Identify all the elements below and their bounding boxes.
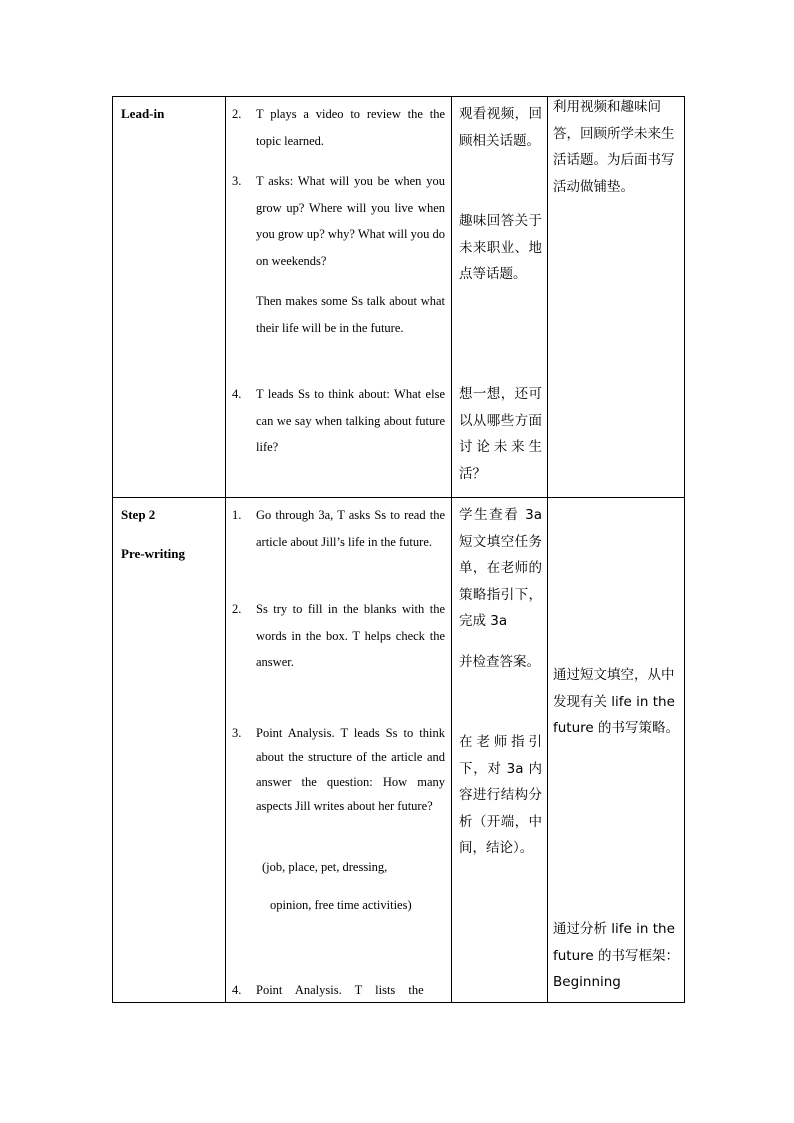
- student-text: 趣味回答关于未来职业、地点等话题。: [459, 213, 542, 282]
- activity-text: Then makes some Ss talk about what their life will be in the future.: [256, 294, 445, 335]
- aspect-list-line: opinion, free time activities): [270, 898, 412, 912]
- activity-text: Point Analysis. T lists the: [256, 983, 424, 997]
- activity-item: [226, 381, 451, 461]
- activity-text: Point Analysis. T leads Ss to think about the structure of the article and answer the question: How many aspects Jill writes about her future?: [256, 726, 445, 813]
- activity-number: 4.: [232, 983, 242, 997]
- stage-cell: [113, 97, 226, 498]
- activity-item: [226, 168, 451, 274]
- activity-text: Ss try to fill in the blanks with the words in the box. T helps check the answer.: [256, 602, 445, 669]
- activity-number: 2.: [232, 602, 242, 616]
- activity-text: T leads Ss to think about: What else can we say when talking about future life?: [256, 387, 445, 454]
- activity-number: 3.: [232, 726, 242, 740]
- stage-cell: [113, 498, 226, 1003]
- activities-cell: [226, 498, 452, 1003]
- purpose-text: 通过分析 life in the future 的书写框架：Beginning: [553, 921, 680, 990]
- student-text: 想一想，还可以从哪些方面讨论未来生活？: [459, 386, 542, 482]
- table-row-step-2: [113, 498, 685, 1003]
- student-text: 学生查看 3a 短文填空任务单，在老师的策略指引下，完成 3a: [459, 507, 542, 629]
- purpose-text: 利用视频和趣味问答，回顾所学未来生活话题。为后面书写活动做铺垫。: [553, 99, 675, 195]
- activities-cell: [226, 97, 452, 498]
- stage-label: Step 2: [121, 507, 156, 522]
- student-activity-cell: [452, 498, 548, 1003]
- activity-item: [226, 977, 451, 1004]
- student-activity-cell: [452, 97, 548, 498]
- activity-item: [226, 721, 451, 818]
- activity-number: 1.: [232, 508, 242, 522]
- purpose-cell: [548, 498, 685, 1003]
- activity-item: [226, 288, 451, 341]
- activity-number: 2.: [232, 107, 242, 121]
- activity-number: 3.: [232, 174, 242, 188]
- activity-text: T plays a video to review the the topic learned.: [256, 107, 445, 148]
- aspect-list-line: (job, place, pet, dressing,: [262, 860, 388, 874]
- stage-label: Lead-in: [121, 106, 165, 121]
- student-text: 在老师指引下，对 3a 内容进行结构分析（开端，中间，结论）。: [459, 734, 542, 856]
- activity-text: T asks: What will you be when you grow up? Where will you live when you grow up? why? What will you do on weekends?: [256, 174, 445, 268]
- stage-label: Pre-writing: [121, 546, 186, 561]
- activity-item: [226, 502, 451, 555]
- activity-text: Go through 3a, T asks Ss to read the article about Jill’s life in the future.: [256, 508, 445, 549]
- activity-item: [226, 596, 451, 676]
- activity-number: 4.: [232, 387, 242, 401]
- purpose-text: 通过短文填空，从中发现有关 life in the future 的书写策略。: [553, 667, 680, 736]
- activity-item: [226, 101, 451, 154]
- student-text: 观看视频，回顾相关话题。: [459, 106, 542, 149]
- student-text: 并检查答案。: [459, 654, 540, 670]
- table-row-lead-in: [113, 97, 685, 498]
- lesson-plan-table: [112, 96, 685, 1003]
- purpose-cell: [548, 97, 685, 498]
